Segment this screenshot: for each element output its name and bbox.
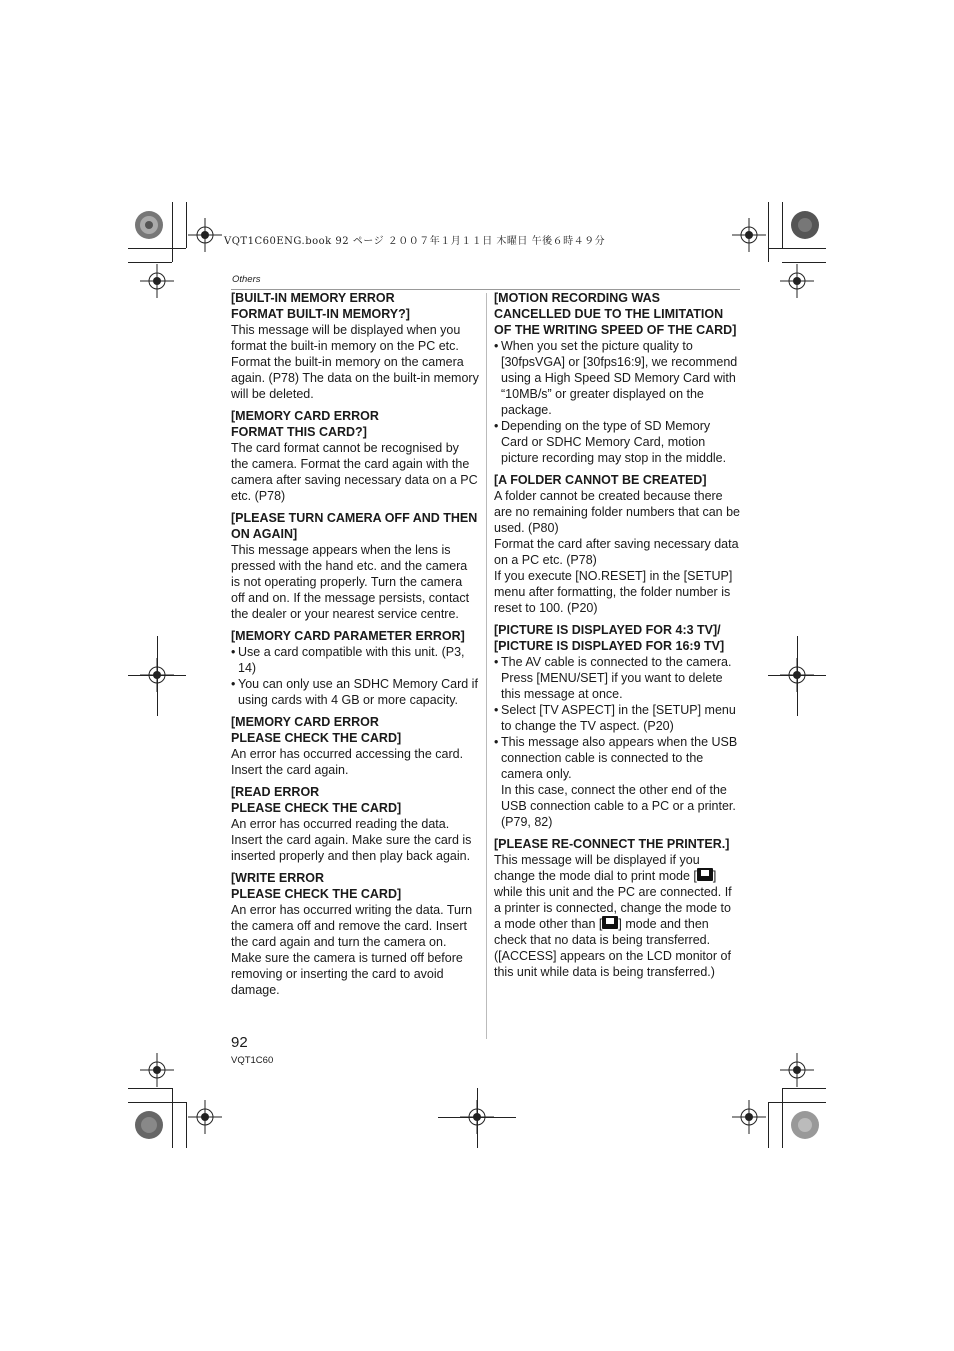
bullet-list xyxy=(494,654,740,830)
message-title: [WRITE ERROR PLEASE CHECK THE CARD] xyxy=(231,871,402,901)
registration-rosette-icon xyxy=(790,210,820,240)
message-title: [MEMORY CARD ERROR PLEASE CHECK THE CARD] xyxy=(231,715,402,745)
page-number: 92 xyxy=(231,1034,248,1051)
bullet-list xyxy=(231,644,479,708)
message-description: Format the card after saving necessary data on a PC etc. (P78) xyxy=(494,537,739,567)
bullet-item: • When you set the picture quality to [30fpsVGA] or [30fps16:9], we recommend using a High Speed SD Memory Card with “10MB/s” or greater displayed on the package. xyxy=(494,338,740,418)
bullet-item: • Select [TV ASPECT] in the [SETUP] menu to change the TV aspect. (P20) xyxy=(494,702,740,734)
message-entry xyxy=(231,290,479,402)
message-description: A folder cannot be created because there are no remaining folder numbers that can be used. (P80) xyxy=(494,489,740,535)
document-code: VQT1C60 xyxy=(231,1055,274,1066)
crosshair-icon xyxy=(140,1053,174,1087)
message-entry xyxy=(494,836,740,980)
registration-rosette-icon xyxy=(134,1110,164,1140)
bullet-item: • Use a card compatible with this unit. (P3, 14) xyxy=(231,644,479,676)
print-header: VQT1C60ENG.book 92 ページ ２００７年１月１１日 木曜日 午後６時４９分 xyxy=(224,236,606,247)
crosshair-icon xyxy=(188,1100,222,1134)
message-title: [MOTION RECORDING WAS CANCELLED DUE TO THE LIMITATION OF THE WRITING SPEED OF THE CARD] xyxy=(494,291,737,337)
message-entry xyxy=(231,510,479,622)
message-title: [BUILT-IN MEMORY ERROR FORMAT BUILT-IN MEMORY?] xyxy=(231,291,410,321)
bullet-list xyxy=(494,338,740,466)
message-entry xyxy=(231,870,479,998)
crosshair-icon xyxy=(188,218,222,252)
print-mode-icon xyxy=(697,868,713,881)
bullet-item: • Depending on the type of SD Memory Card or SDHC Memory Card, motion picture recording may stop in the middle. xyxy=(494,418,740,466)
message-title: [A FOLDER CANNOT BE CREATED] xyxy=(494,473,707,487)
message-entry xyxy=(231,628,479,708)
message-description: An error has occurred writing the data. Turn the camera off and remove the card. Insert the card again and turn the camera on. Make sure the camera is turned off before removing or inserting the card to avoid damage. xyxy=(231,903,473,997)
message-title: [MEMORY CARD ERROR FORMAT THIS CARD?] xyxy=(231,409,379,439)
message-description xyxy=(494,852,740,980)
message-entry xyxy=(494,290,740,466)
crosshair-icon xyxy=(780,1053,814,1087)
print-mode-icon xyxy=(602,916,618,929)
message-text-part: ] mode and then check that no data is being transferred. ([ACCESS] appears on the LCD monitor of this unit while data is being transferred.) xyxy=(494,917,731,979)
message-title: [MEMORY CARD PARAMETER ERROR] xyxy=(231,629,465,643)
right-column xyxy=(494,290,740,986)
crosshair-icon xyxy=(780,264,814,298)
registration-rosette-icon xyxy=(790,1110,820,1140)
message-text-part: This message will be displayed if you change the mode dial to print mode [ xyxy=(494,853,700,883)
message-entry xyxy=(231,714,479,778)
crosshair-icon xyxy=(140,264,174,298)
left-column xyxy=(231,290,479,1004)
bullet-item: • This message also appears when the USB connection cable is connected to the camera only. In this case, connect the other end of the USB connection cable to a PC or a printer. (P79, 82) xyxy=(494,734,740,830)
message-description: This message appears when the lens is pressed with the hand etc. and the camera is not operating properly. Turn the camera off and on. If the message persists, contact the dealer or your nearest service centre. xyxy=(231,543,470,621)
message-description: An error has occurred reading the data. Insert the card again. Make sure the card is inserted properly and then play back again. xyxy=(231,817,472,863)
message-title: [PLEASE RE-CONNECT THE PRINTER.] xyxy=(494,837,730,851)
registration-rosette-icon xyxy=(134,210,164,240)
message-entry xyxy=(231,408,479,504)
bullet-item: • The AV cable is connected to the camera. Press [MENU/SET] if you want to delete this message at once. xyxy=(494,654,740,702)
column-divider xyxy=(486,293,487,1039)
section-label: Others xyxy=(232,274,261,285)
message-description: An error has occurred accessing the card. Insert the card again. xyxy=(231,747,464,777)
message-title: [PICTURE IS DISPLAYED FOR 4:3 TV]/ [PICTURE IS DISPLAYED FOR 16:9 TV] xyxy=(494,623,725,653)
message-entry xyxy=(231,784,479,864)
crosshair-icon xyxy=(732,1100,766,1134)
message-title: [READ ERROR PLEASE CHECK THE CARD] xyxy=(231,785,402,815)
message-entry xyxy=(494,622,740,830)
message-entry xyxy=(494,472,740,616)
message-description: The card format cannot be recognised by the camera. Format the card again with the camera after saving necessary data on a PC etc. (P78) xyxy=(231,441,478,503)
crosshair-icon xyxy=(732,218,766,252)
message-text-part: ] while this unit and the PC are connected. If a printer is connected, change the mode to a mode other than [ xyxy=(494,869,732,931)
bullet-item: • You can only use an SDHC Memory Card if using cards with 4 GB or more capacity. xyxy=(231,676,479,708)
message-description: If you execute [NO.RESET] in the [SETUP] menu after formatting, the folder number is reset to 100. (P20) xyxy=(494,569,733,615)
message-description: This message will be displayed when you format the built-in memory on the PC etc. Format the built-in memory on the camera again. (P78) The data on the built-in memory will be deleted. xyxy=(231,323,479,401)
message-title: [PLEASE TURN CAMERA OFF AND THEN ON AGAIN] xyxy=(231,511,478,541)
